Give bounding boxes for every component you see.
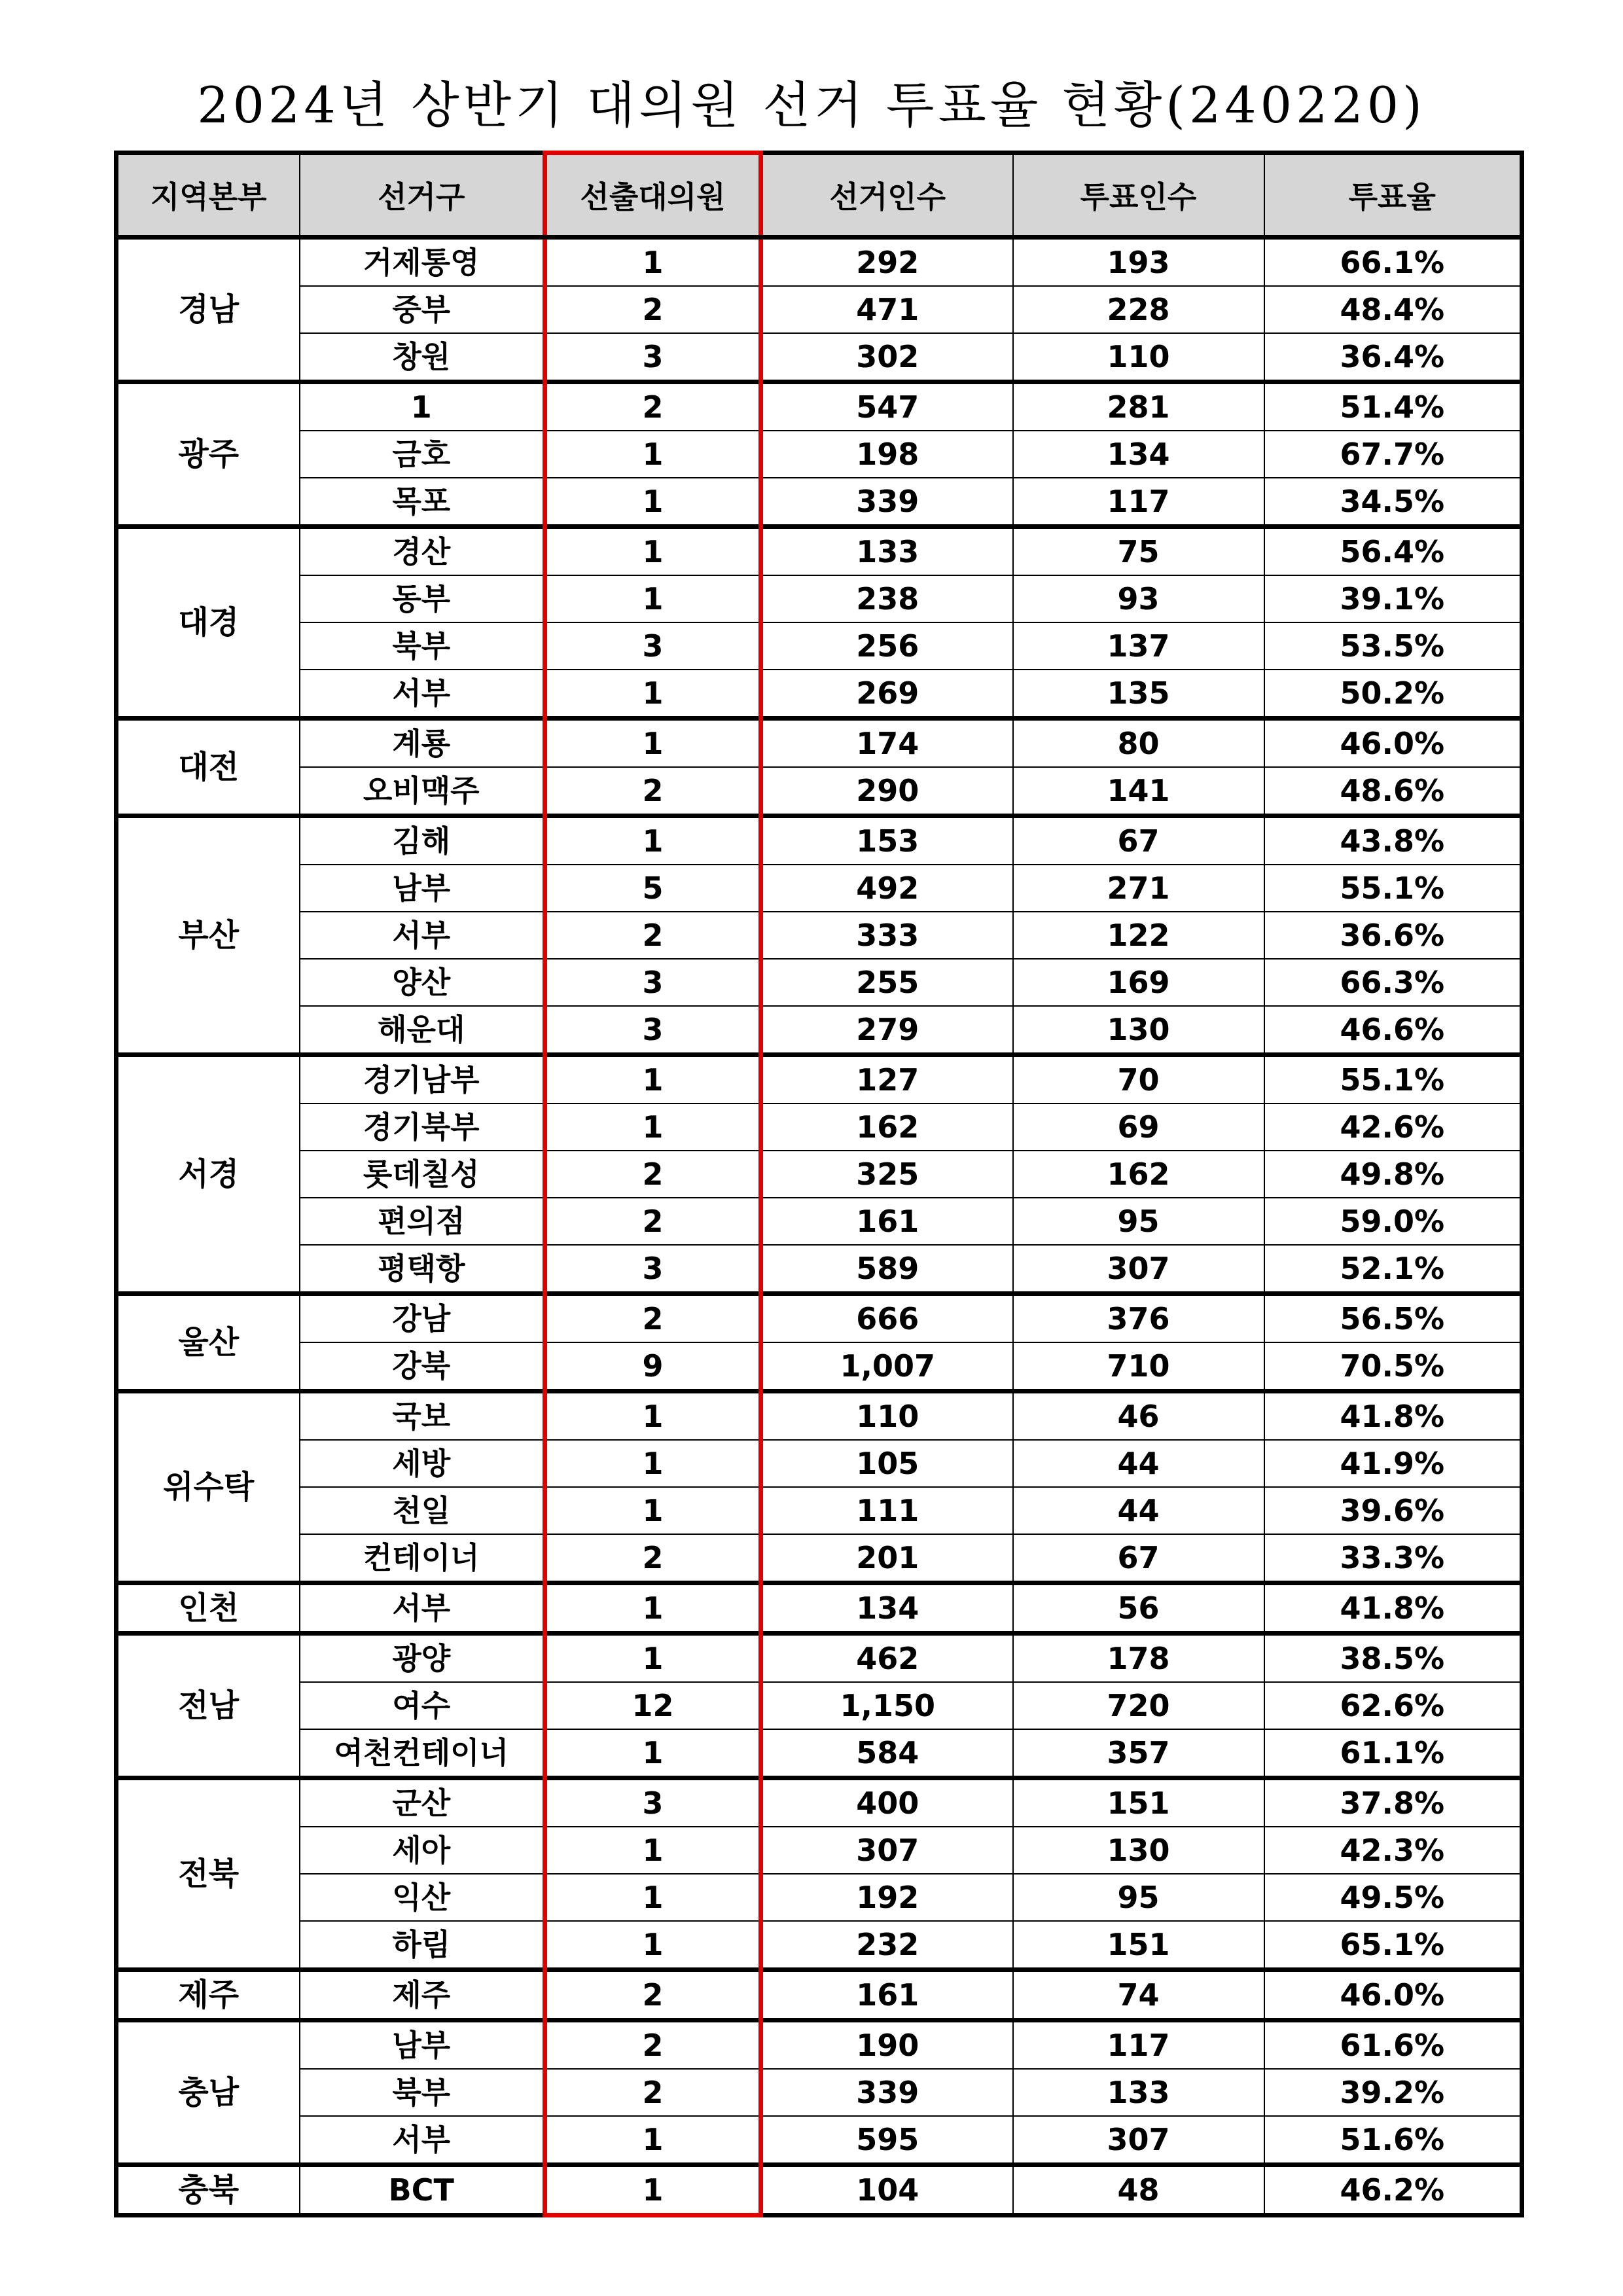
votes-cell: 46 [1013, 1391, 1264, 1441]
district-cell: 국보 [300, 1391, 545, 1441]
district-cell: 경산 [300, 527, 545, 576]
votes-cell: 70 [1013, 1055, 1264, 1104]
voters-cell: 133 [761, 527, 1013, 576]
voters-cell: 256 [761, 622, 1013, 670]
region-cell: 충북 [116, 2165, 300, 2215]
table-row [116, 1342, 1522, 1391]
table-row [116, 1055, 1522, 1104]
votes-cell: 169 [1013, 959, 1264, 1006]
delegates-cell: 1 [545, 1634, 761, 1683]
district-cell: 강남 [300, 1294, 545, 1343]
rate-cell: 42.3% [1264, 1827, 1522, 1874]
votes-cell: 151 [1013, 1921, 1264, 1970]
votes-cell: 110 [1013, 333, 1264, 382]
delegates-cell: 1 [545, 1583, 761, 1634]
votes-cell: 162 [1013, 1151, 1264, 1198]
delegates-cell: 2 [545, 2020, 761, 2070]
votes-cell: 122 [1013, 912, 1264, 959]
delegates-cell: 3 [545, 622, 761, 670]
table-row [116, 816, 1522, 865]
rate-cell: 53.5% [1264, 622, 1522, 670]
votes-cell: 74 [1013, 1970, 1264, 2020]
table-row [116, 1103, 1522, 1151]
votes-cell: 80 [1013, 719, 1264, 768]
voters-cell: 279 [761, 1006, 1013, 1055]
district-cell: 서부 [300, 912, 545, 959]
votes-cell: 117 [1013, 2020, 1264, 2070]
district-cell: 중부 [300, 286, 545, 333]
rate-cell: 41.8% [1264, 1583, 1522, 1634]
delegates-cell: 2 [545, 1534, 761, 1583]
district-cell: 서부 [300, 2116, 545, 2165]
district-cell: 1 [300, 382, 545, 431]
table-row [116, 1440, 1522, 1487]
table-row [116, 719, 1522, 768]
region-cell: 전남 [116, 1634, 300, 1778]
voters-cell: 492 [761, 865, 1013, 912]
delegates-cell: 1 [545, 719, 761, 768]
table-row [116, 575, 1522, 622]
votes-cell: 69 [1013, 1103, 1264, 1151]
header-voters: 선거인수 [761, 153, 1013, 238]
delegates-cell: 3 [545, 1778, 761, 1827]
district-cell: 여천컨테이너 [300, 1729, 545, 1778]
voters-cell: 339 [761, 2069, 1013, 2116]
table-row [116, 1874, 1522, 1921]
region-cell: 대전 [116, 719, 300, 816]
votes-cell: 193 [1013, 238, 1264, 287]
rate-cell: 46.0% [1264, 719, 1522, 768]
voters-cell: 462 [761, 1634, 1013, 1683]
rate-cell: 38.5% [1264, 1634, 1522, 1683]
table-row [116, 670, 1522, 719]
delegates-cell: 1 [545, 238, 761, 287]
table-row [116, 622, 1522, 670]
header-votes: 투표인수 [1013, 153, 1264, 238]
table-row [116, 912, 1522, 959]
district-cell: 편의점 [300, 1198, 545, 1245]
voters-cell: 153 [761, 816, 1013, 865]
table-row [116, 2069, 1522, 2116]
table-row [116, 1534, 1522, 1583]
district-cell: 광양 [300, 1634, 545, 1683]
delegates-cell: 1 [545, 816, 761, 865]
delegates-cell: 3 [545, 1006, 761, 1055]
district-cell: 해운대 [300, 1006, 545, 1055]
votes-cell: 93 [1013, 575, 1264, 622]
delegates-cell: 1 [545, 431, 761, 478]
delegates-cell: 2 [545, 1198, 761, 1245]
voters-cell: 333 [761, 912, 1013, 959]
table-row [116, 1682, 1522, 1729]
voters-cell: 190 [761, 2020, 1013, 2070]
voters-cell: 201 [761, 1534, 1013, 1583]
delegates-cell: 2 [545, 2069, 761, 2116]
table-row [116, 1970, 1522, 2020]
table-row [116, 286, 1522, 333]
table-row [116, 2165, 1522, 2215]
voters-cell: 325 [761, 1151, 1013, 1198]
voters-cell: 134 [761, 1583, 1013, 1634]
rate-cell: 56.5% [1264, 1294, 1522, 1343]
district-cell: 세방 [300, 1440, 545, 1487]
votes-cell: 133 [1013, 2069, 1264, 2116]
district-cell: 천일 [300, 1487, 545, 1534]
votes-cell: 44 [1013, 1487, 1264, 1534]
voters-cell: 110 [761, 1391, 1013, 1441]
votes-cell: 271 [1013, 865, 1264, 912]
rate-cell: 43.8% [1264, 816, 1522, 865]
rate-cell: 61.6% [1264, 2020, 1522, 2070]
region-cell: 경남 [116, 238, 300, 382]
delegates-cell: 1 [545, 1391, 761, 1441]
rate-cell: 62.6% [1264, 1682, 1522, 1729]
rate-cell: 39.2% [1264, 2069, 1522, 2116]
region-cell: 울산 [116, 1294, 300, 1391]
district-cell: 남부 [300, 2020, 545, 2070]
votes-cell: 376 [1013, 1294, 1264, 1343]
voters-cell: 269 [761, 670, 1013, 719]
delegates-cell: 3 [545, 959, 761, 1006]
votes-cell: 228 [1013, 286, 1264, 333]
header-row [116, 153, 1522, 238]
rate-cell: 42.6% [1264, 1103, 1522, 1151]
rate-cell: 33.3% [1264, 1534, 1522, 1583]
voters-cell: 161 [761, 1198, 1013, 1245]
delegates-cell: 9 [545, 1342, 761, 1391]
rate-cell: 55.1% [1264, 1055, 1522, 1104]
table-row [116, 2116, 1522, 2165]
district-cell: 김해 [300, 816, 545, 865]
header-delegates: 선출대의원 [545, 153, 761, 238]
rate-cell: 66.1% [1264, 238, 1522, 287]
delegates-cell: 1 [545, 1827, 761, 1874]
table-row [116, 382, 1522, 431]
voters-cell: 400 [761, 1778, 1013, 1827]
district-cell: 오비맥주 [300, 767, 545, 816]
region-cell: 대경 [116, 527, 300, 719]
rate-cell: 66.3% [1264, 959, 1522, 1006]
votes-cell: 130 [1013, 1827, 1264, 1874]
voters-cell: 292 [761, 238, 1013, 287]
rate-cell: 48.6% [1264, 767, 1522, 816]
rate-cell: 59.0% [1264, 1198, 1522, 1245]
voters-cell: 192 [761, 1874, 1013, 1921]
district-cell: 창원 [300, 333, 545, 382]
district-cell: 강북 [300, 1342, 545, 1391]
voters-cell: 1,007 [761, 1342, 1013, 1391]
header-region: 지역본부 [116, 153, 300, 238]
region-cell: 위수탁 [116, 1391, 300, 1583]
votes-cell: 67 [1013, 1534, 1264, 1583]
turnout-table [114, 151, 1524, 2217]
voters-cell: 589 [761, 1245, 1013, 1294]
delegates-cell: 1 [545, 2116, 761, 2165]
district-cell: 북부 [300, 2069, 545, 2116]
table-row [116, 1487, 1522, 1534]
votes-cell: 56 [1013, 1583, 1264, 1634]
delegates-cell: 1 [545, 1055, 761, 1104]
rate-cell: 36.6% [1264, 912, 1522, 959]
district-cell: 동부 [300, 575, 545, 622]
rate-cell: 51.6% [1264, 2116, 1522, 2165]
voters-cell: 595 [761, 2116, 1013, 2165]
votes-cell: 710 [1013, 1342, 1264, 1391]
delegates-cell: 1 [545, 478, 761, 527]
region-cell: 충남 [116, 2020, 300, 2165]
delegates-cell: 2 [545, 382, 761, 431]
voters-cell: 547 [761, 382, 1013, 431]
table-row [116, 1827, 1522, 1874]
votes-cell: 135 [1013, 670, 1264, 719]
delegates-cell: 2 [545, 1970, 761, 2020]
voters-cell: 255 [761, 959, 1013, 1006]
votes-cell: 307 [1013, 2116, 1264, 2165]
table-row [116, 767, 1522, 816]
district-cell: 익산 [300, 1874, 545, 1921]
delegates-cell: 1 [545, 527, 761, 576]
delegates-cell: 1 [545, 1729, 761, 1778]
rate-cell: 70.5% [1264, 1342, 1522, 1391]
table-row [116, 1921, 1522, 1970]
voters-cell: 307 [761, 1827, 1013, 1874]
rate-cell: 39.6% [1264, 1487, 1522, 1534]
district-cell: 제주 [300, 1970, 545, 2020]
voters-cell: 161 [761, 1970, 1013, 2020]
rate-cell: 51.4% [1264, 382, 1522, 431]
delegates-cell: 1 [545, 1487, 761, 1534]
delegates-cell: 2 [545, 767, 761, 816]
table-row [116, 1391, 1522, 1441]
voters-cell: 666 [761, 1294, 1013, 1343]
voters-cell: 302 [761, 333, 1013, 382]
district-cell: 서부 [300, 1583, 545, 1634]
votes-cell: 137 [1013, 622, 1264, 670]
votes-cell: 48 [1013, 2165, 1264, 2215]
district-cell: BCT [300, 2165, 545, 2215]
district-cell: 목포 [300, 478, 545, 527]
district-cell: 거제통영 [300, 238, 545, 287]
table-row [116, 238, 1522, 287]
rate-cell: 55.1% [1264, 865, 1522, 912]
delegates-cell: 2 [545, 1151, 761, 1198]
table-row [116, 333, 1522, 382]
rate-cell: 49.8% [1264, 1151, 1522, 1198]
voters-cell: 198 [761, 431, 1013, 478]
delegates-cell: 3 [545, 333, 761, 382]
rate-cell: 56.4% [1264, 527, 1522, 576]
rate-cell: 50.2% [1264, 670, 1522, 719]
district-cell: 금호 [300, 431, 545, 478]
delegates-cell: 1 [545, 2165, 761, 2215]
votes-cell: 117 [1013, 478, 1264, 527]
delegates-cell: 1 [545, 1103, 761, 1151]
table-row [116, 1294, 1522, 1343]
table-row [116, 1198, 1522, 1245]
voters-cell: 104 [761, 2165, 1013, 2215]
delegates-cell: 5 [545, 865, 761, 912]
rate-cell: 41.8% [1264, 1391, 1522, 1441]
district-cell: 경기북부 [300, 1103, 545, 1151]
voters-cell: 174 [761, 719, 1013, 768]
district-cell: 하림 [300, 1921, 545, 1970]
district-cell: 경기남부 [300, 1055, 545, 1104]
votes-cell: 130 [1013, 1006, 1264, 1055]
rate-cell: 61.1% [1264, 1729, 1522, 1778]
district-cell: 롯데칠성 [300, 1151, 545, 1198]
rate-cell: 39.1% [1264, 575, 1522, 622]
table-row [116, 1729, 1522, 1778]
header-district: 선거구 [300, 153, 545, 238]
voters-cell: 290 [761, 767, 1013, 816]
region-cell: 전북 [116, 1778, 300, 1970]
table-row [116, 1006, 1522, 1055]
votes-cell: 357 [1013, 1729, 1264, 1778]
rate-cell: 36.4% [1264, 333, 1522, 382]
delegates-cell: 2 [545, 912, 761, 959]
delegates-cell: 1 [545, 1440, 761, 1487]
delegates-cell: 2 [545, 1294, 761, 1343]
region-cell: 서경 [116, 1055, 300, 1294]
region-cell: 인천 [116, 1583, 300, 1634]
rate-cell: 41.9% [1264, 1440, 1522, 1487]
delegates-cell: 1 [545, 575, 761, 622]
table-row [116, 1245, 1522, 1294]
rate-cell: 65.1% [1264, 1921, 1522, 1970]
table-row [116, 1151, 1522, 1198]
region-cell: 부산 [116, 816, 300, 1055]
turnout-table-container [114, 151, 1520, 2217]
voters-cell: 127 [761, 1055, 1013, 1104]
votes-cell: 134 [1013, 431, 1264, 478]
district-cell: 남부 [300, 865, 545, 912]
table-row [116, 959, 1522, 1006]
voters-cell: 232 [761, 1921, 1013, 1970]
voters-cell: 111 [761, 1487, 1013, 1534]
rate-cell: 52.1% [1264, 1245, 1522, 1294]
delegates-cell: 2 [545, 286, 761, 333]
rate-cell: 46.2% [1264, 2165, 1522, 2215]
table-row [116, 865, 1522, 912]
voters-cell: 1,150 [761, 1682, 1013, 1729]
votes-cell: 95 [1013, 1874, 1264, 1921]
votes-cell: 151 [1013, 1778, 1264, 1827]
votes-cell: 307 [1013, 1245, 1264, 1294]
rate-cell: 49.5% [1264, 1874, 1522, 1921]
header-rate: 투표율 [1264, 153, 1522, 238]
rate-cell: 67.7% [1264, 431, 1522, 478]
table-row [116, 1634, 1522, 1683]
district-cell: 군산 [300, 1778, 545, 1827]
delegates-cell: 12 [545, 1682, 761, 1729]
region-cell: 제주 [116, 1970, 300, 2020]
district-cell: 컨테이너 [300, 1534, 545, 1583]
voters-cell: 339 [761, 478, 1013, 527]
district-cell: 북부 [300, 622, 545, 670]
delegates-cell: 3 [545, 1245, 761, 1294]
rate-cell: 46.0% [1264, 1970, 1522, 2020]
votes-cell: 44 [1013, 1440, 1264, 1487]
delegates-cell: 1 [545, 1874, 761, 1921]
district-cell: 양산 [300, 959, 545, 1006]
votes-cell: 95 [1013, 1198, 1264, 1245]
region-cell: 광주 [116, 382, 300, 527]
district-cell: 세아 [300, 1827, 545, 1874]
table-row [116, 1583, 1522, 1634]
votes-cell: 67 [1013, 816, 1264, 865]
voters-cell: 162 [761, 1103, 1013, 1151]
votes-cell: 141 [1013, 767, 1264, 816]
table-row [116, 431, 1522, 478]
district-cell: 계룡 [300, 719, 545, 768]
voters-cell: 105 [761, 1440, 1013, 1487]
delegates-cell: 1 [545, 1921, 761, 1970]
rate-cell: 48.4% [1264, 286, 1522, 333]
votes-cell: 178 [1013, 1634, 1264, 1683]
votes-cell: 75 [1013, 527, 1264, 576]
district-cell: 평택항 [300, 1245, 545, 1294]
table-body [116, 238, 1522, 2215]
district-cell: 여수 [300, 1682, 545, 1729]
district-cell: 서부 [300, 670, 545, 719]
rate-cell: 37.8% [1264, 1778, 1522, 1827]
rate-cell: 46.6% [1264, 1006, 1522, 1055]
voters-cell: 471 [761, 286, 1013, 333]
voters-cell: 584 [761, 1729, 1013, 1778]
votes-cell: 281 [1013, 382, 1264, 431]
table-row [116, 2020, 1522, 2070]
delegates-cell: 1 [545, 670, 761, 719]
voters-cell: 238 [761, 575, 1013, 622]
table-row [116, 527, 1522, 576]
rate-cell: 34.5% [1264, 478, 1522, 527]
page-title: 2024년 상반기 대의원 선거 투표율 현황(240220) [197, 76, 1426, 134]
votes-cell: 720 [1013, 1682, 1264, 1729]
table-row [116, 1778, 1522, 1827]
table-row [116, 478, 1522, 527]
